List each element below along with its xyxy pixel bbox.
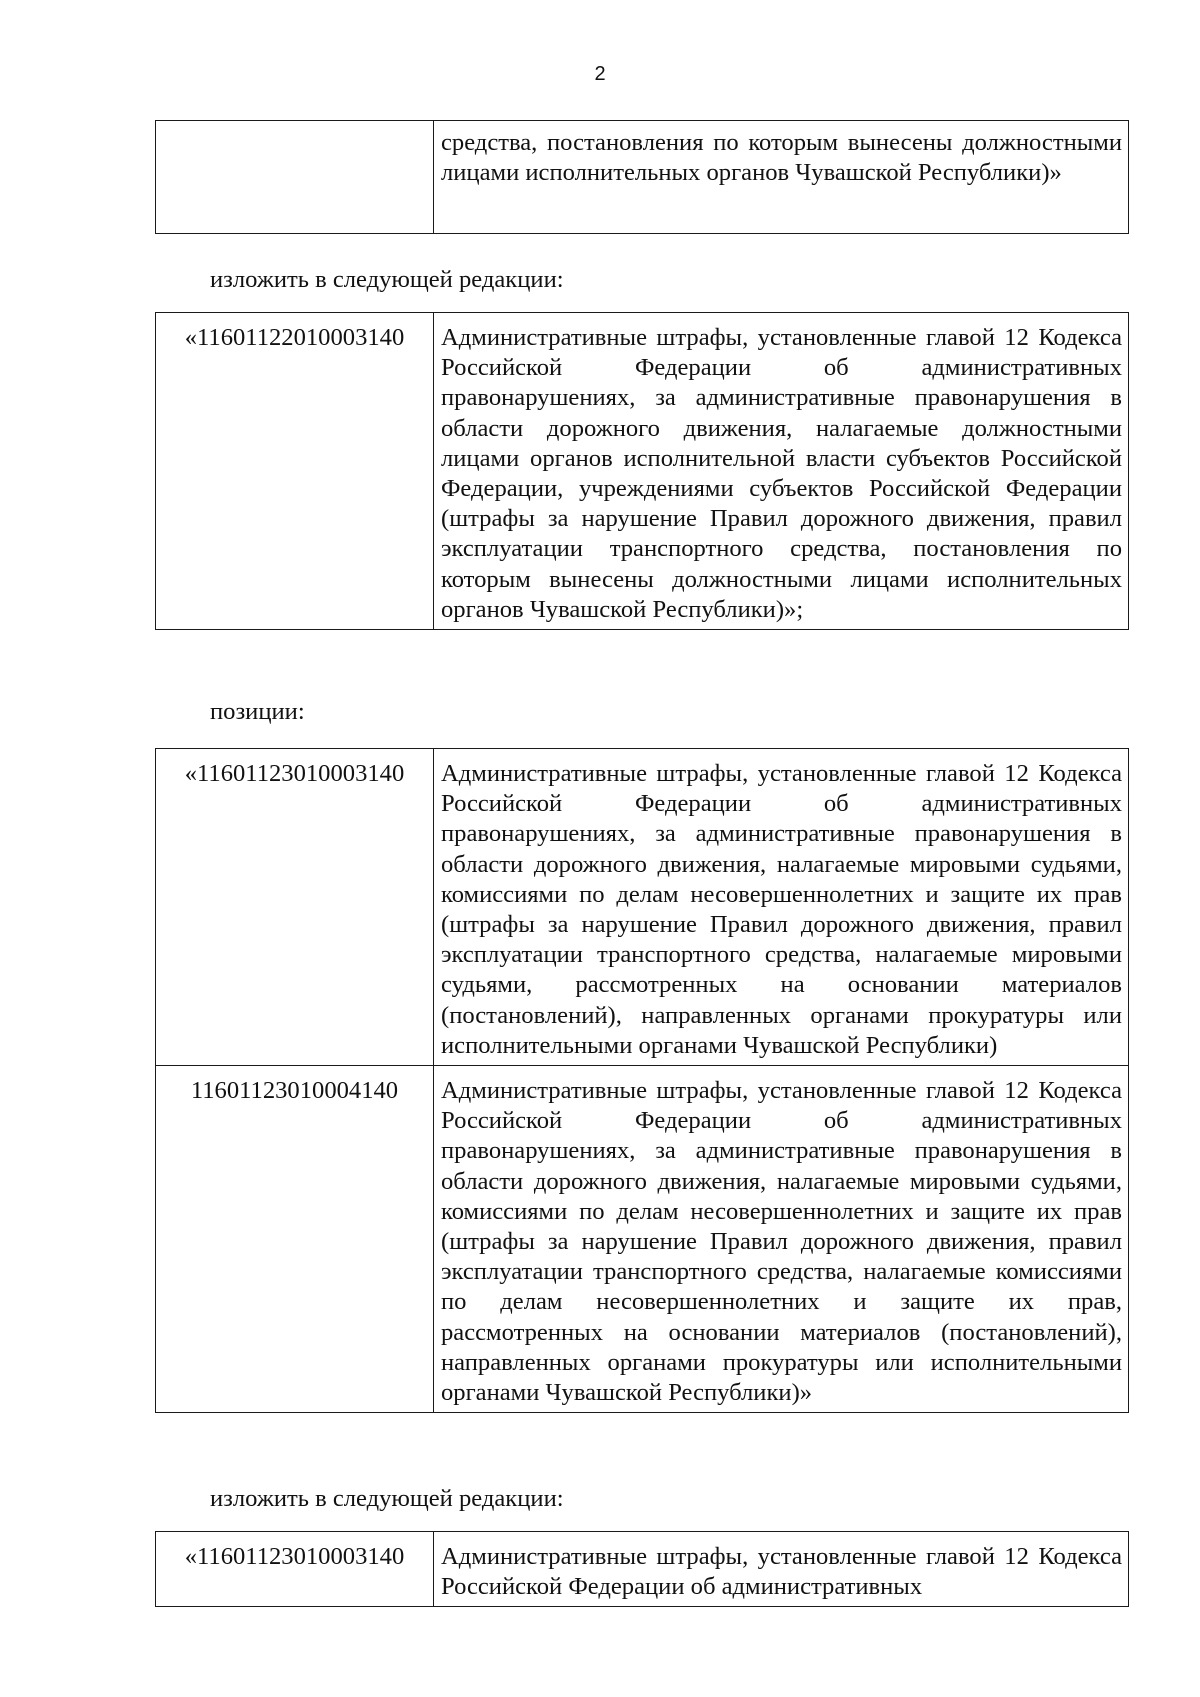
code-cell: «11601122010003140: [156, 313, 434, 630]
page-number: 2: [594, 63, 606, 85]
description-cell: Административные штрафы, установленные главой 12 Кодекса Российской Федерации об административных: [434, 1532, 1129, 1607]
instruction-paragraph: изложить в следующей редакции:: [210, 266, 564, 293]
table-row: [156, 1532, 1129, 1607]
description-cell: Административные штрафы, установленные главой 12 Кодекса Российской Федерации об административных правонарушениях, за административные правонарушения в области дорожного движения, налагаемые мировыми судьями, комиссиями по делам несовершеннолетних и защите их прав (штрафы за нарушение Правил дорожного движения, правил эксплуатации транспортного средства, налагаемые мировыми судьями, рассмотренных на основании материалов (постановлений), направленных органами прокуратуры или исполнительными органами Чувашской Республики): [434, 749, 1129, 1066]
continuation-table: [155, 120, 1129, 234]
table-row: [156, 121, 1129, 234]
positions-paragraph: позиции:: [210, 698, 305, 725]
description-cell: Административные штрафы, установленные главой 12 Кодекса Российской Федерации об административных правонарушениях, за административные правонарушения в области дорожного движения, налагаемые мировыми судьями, комиссиями по делам несовершеннолетних и защите их прав (штрафы за нарушение Правил дорожного движения, правил эксплуатации транспортного средства, налагаемые комиссиями по делам несовершеннолетних и защите их прав, рассмотренных на основании материалов (постановлений), направленных органами прокуратуры или исполнительными органами Чувашской Республики)»: [434, 1066, 1129, 1413]
code-cell: «11601123010003140: [156, 749, 434, 1066]
code-cell: 11601123010004140: [156, 1066, 434, 1413]
code-cell: «11601123010003140: [156, 1532, 434, 1607]
positions-table: [155, 748, 1129, 1413]
table-row: [156, 749, 1129, 1066]
description-cell: средства, постановления по которым вынесены должностными лицами исполнительных органов Чувашской Республики)»: [434, 121, 1129, 234]
new-wording-table: [155, 312, 1129, 630]
new-wording-table-2: [155, 1531, 1129, 1607]
table-row: [156, 1066, 1129, 1413]
description-cell: Административные штрафы, установленные главой 12 Кодекса Российской Федерации об административных правонарушениях, за административные правонарушения в области дорожного движения, налагаемые должностными лицами органов исполнительной власти субъектов Российской Федерации, учреждениями субъектов Российской Федерации (штрафы за нарушение Правил дорожного движения, правил эксплуатации транспортного средства, постановления по которым вынесены должностными лицами исполнительных органов Чувашской Республики)»;: [434, 313, 1129, 630]
instruction-paragraph: изложить в следующей редакции:: [210, 1485, 564, 1512]
code-cell: [156, 121, 434, 234]
table-row: [156, 313, 1129, 630]
